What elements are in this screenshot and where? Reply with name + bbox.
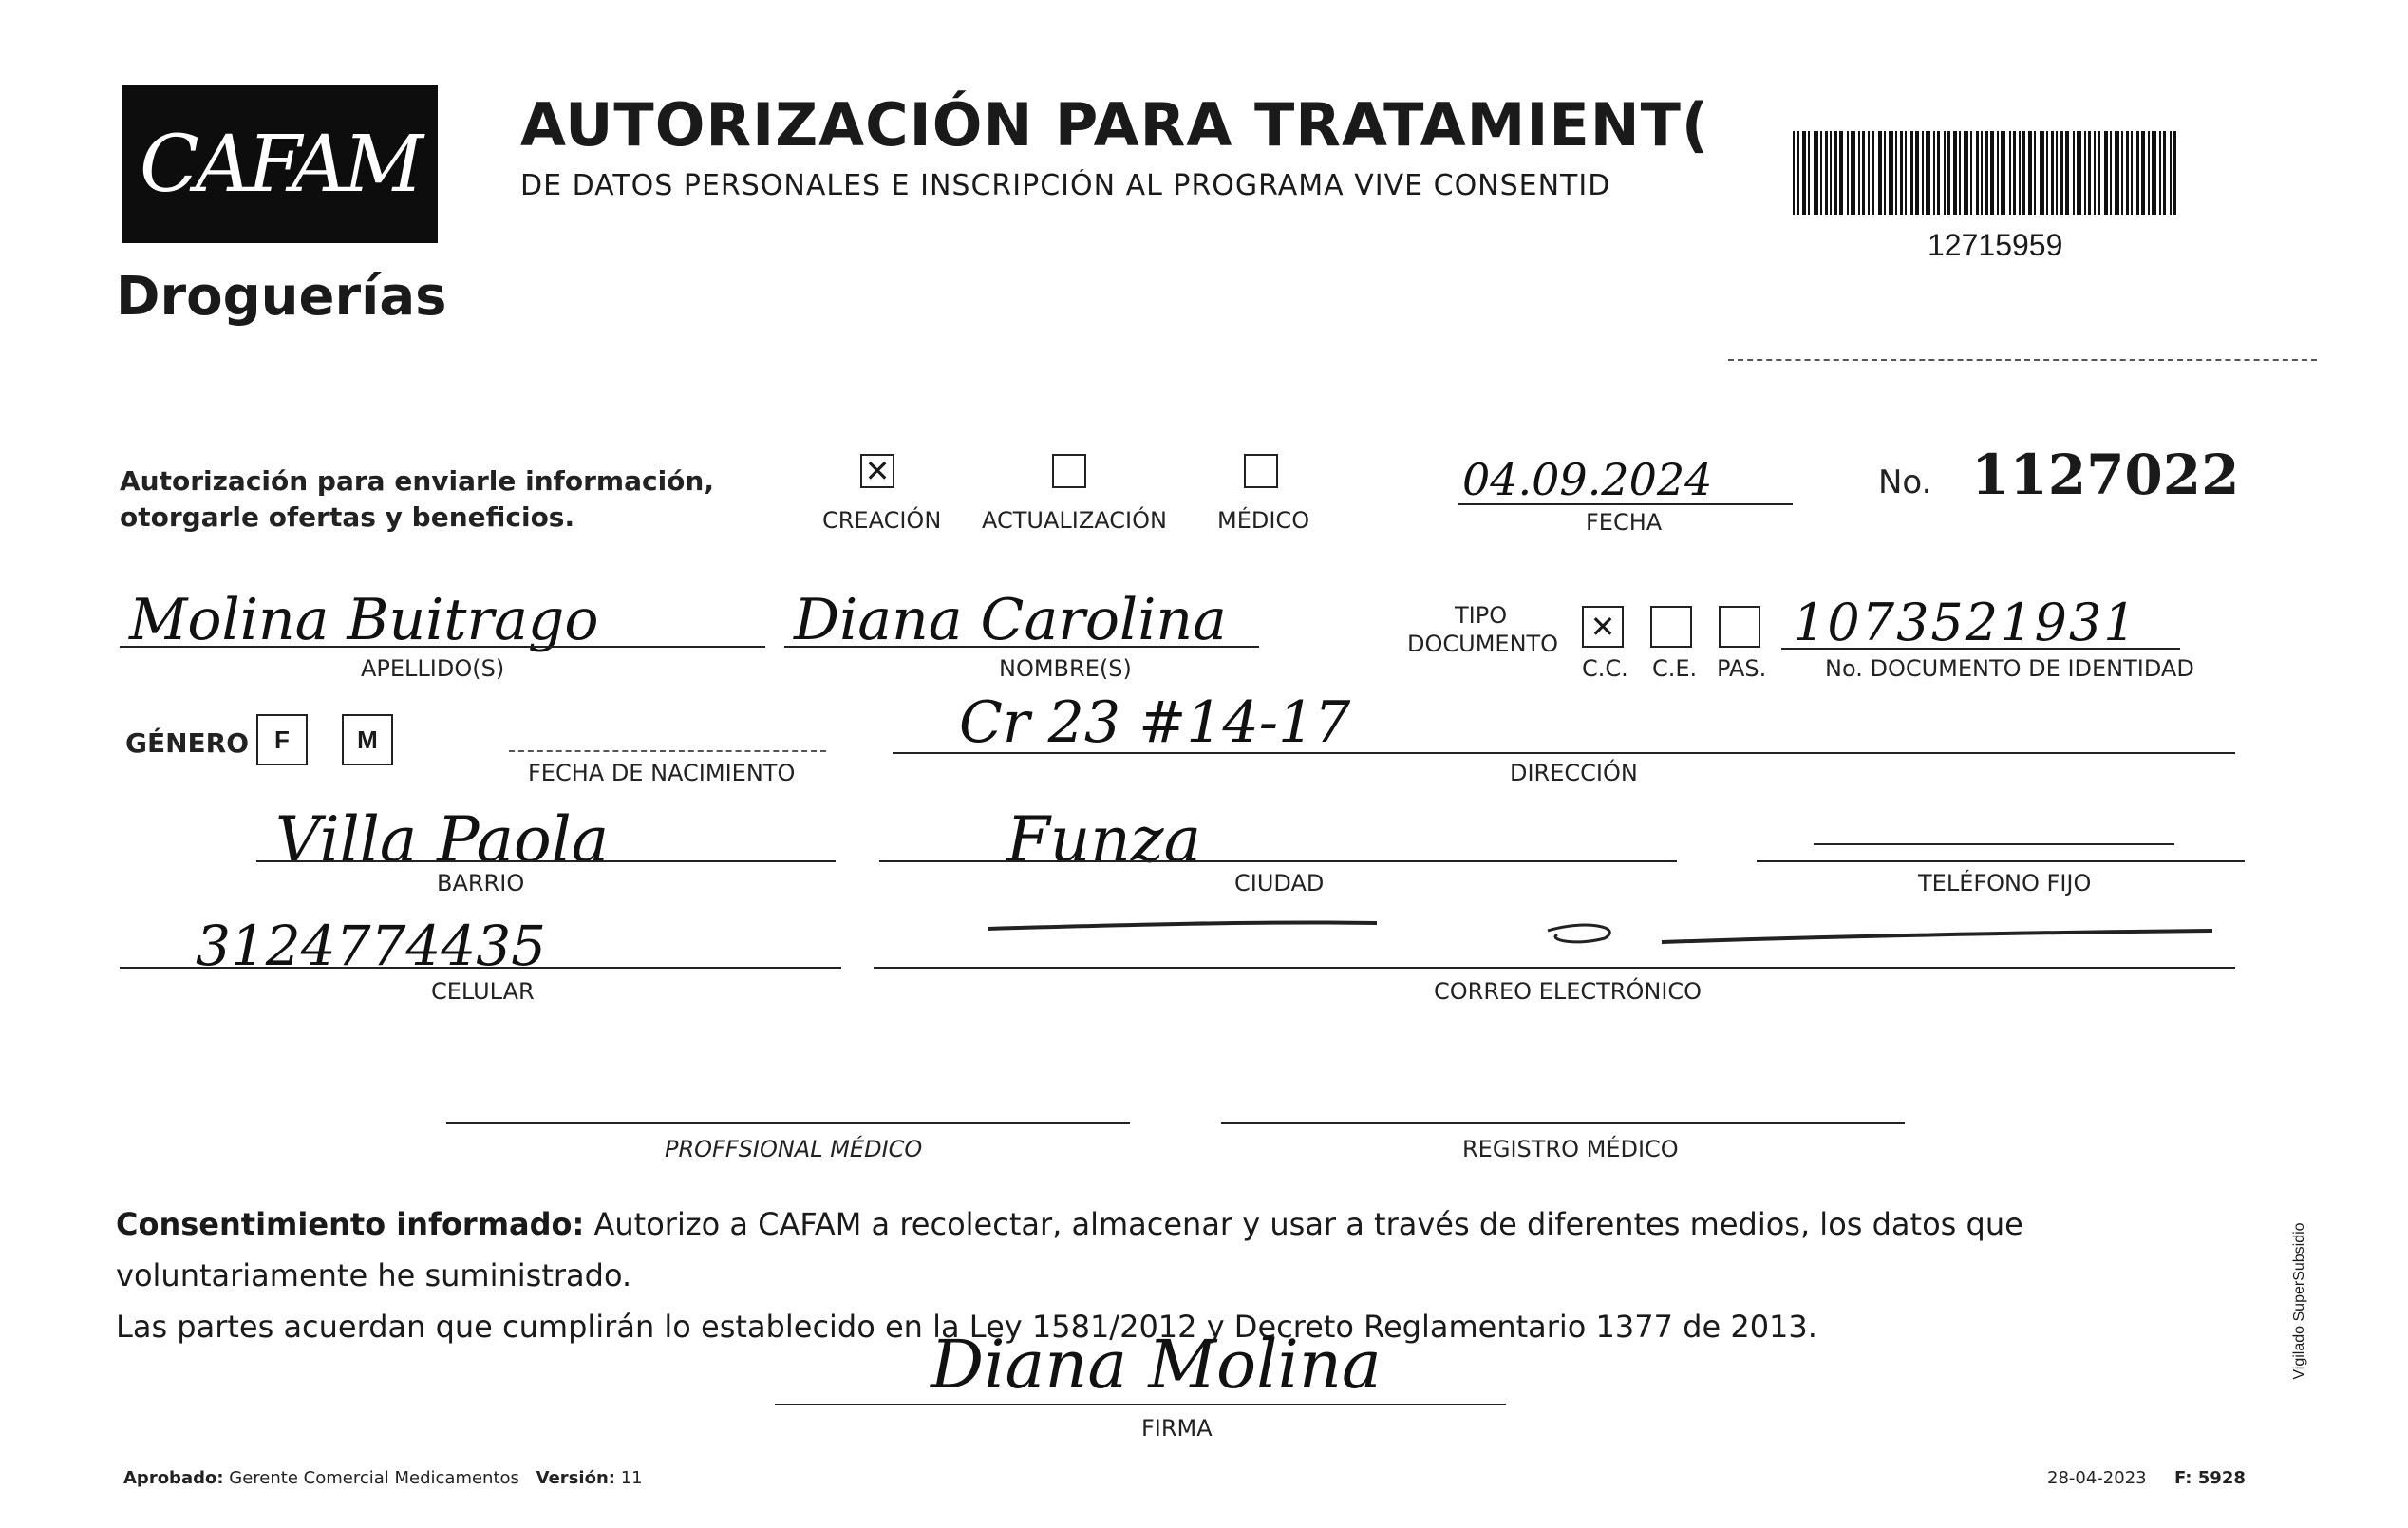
barcode-bar [1878,131,1882,215]
footer-code: F: 5928 [2174,1468,2246,1488]
profesional-label: PROFFSIONAL MÉDICO [665,1136,923,1162]
barcode-bar [1990,131,1994,215]
barcode-bar [2019,131,2021,215]
apellidos-line [120,646,765,648]
barcode-bar [1802,131,1806,215]
barcode-bar [2136,131,2139,215]
barrio-label: BARRIO [437,870,525,896]
barcode-bar [2110,131,2112,215]
direccion-label: DIRECCIÓN [1510,760,1638,786]
creacion-checkbox[interactable]: ✕ [860,454,894,488]
telefono-line [1757,860,2245,862]
barcode-bar [2148,131,2150,215]
consent-heading: Consentimiento informado: [116,1206,585,1242]
barcode-bar [2126,131,2129,215]
barcode-bar [2065,131,2069,215]
fecha-line [1458,503,1793,505]
fecha-value[interactable]: 04.09.2024 [1462,454,1713,505]
barcode-bar [2104,131,2108,215]
ciudad-value[interactable]: Funza [1006,803,1201,877]
telefono-label: TELÉFONO FIJO [1918,870,2092,896]
pas-label: PAS. [1717,655,1767,682]
barcode-bar [2051,131,2054,215]
barcode-bar [1937,131,1940,215]
nombres-label: NOMBRE(S) [999,655,1132,682]
celular-label: CELULAR [431,978,535,1005]
barcode-bar [2046,131,2048,215]
genero-label: GÉNERO [125,727,250,759]
barcode-bar [1985,131,1988,215]
barcode-bar [2115,131,2119,215]
barcode-bar [2077,131,2081,215]
barcode-bar [1953,131,1957,215]
fecha-nac-line [509,750,826,752]
barcode-bar [1895,131,1897,215]
form-number: 1127022 [1971,443,2240,507]
correo-line [874,967,2235,969]
barcode-bar [2094,131,2096,215]
barrio-value[interactable]: Villa Paola [275,803,610,877]
logo-text: CAFAM [140,119,420,210]
apellidos-label: APELLIDO(S) [361,655,505,682]
barcode-bar [1915,131,1919,215]
signature-value[interactable]: Diana Molina [931,1326,1382,1404]
barcode-bar [1862,131,1865,215]
barcode-bar [2152,131,2156,215]
medico-checkbox[interactable] [1244,454,1278,488]
barcode-bar [1834,131,1837,215]
auth-text-line2: otorgarle ofertas y beneficios. [120,501,575,533]
barcode-bar [2159,131,2161,215]
barcode-bar [1820,131,1822,215]
barcode-bar [2022,131,2025,215]
vigilado-text: Vigilado SuperSubsidio [2291,1222,2307,1380]
version-label: Versión: [536,1468,615,1488]
barcode-bar [1947,131,1950,215]
registro-line [1221,1122,1905,1124]
ciudad-line [879,860,1677,862]
barcode-bar [1884,131,1886,215]
barcode-bar [1793,131,1795,215]
documento-label: DOCUMENTO [1407,631,1559,657]
apellidos-value[interactable]: Molina Buitrago [129,587,599,653]
correo-scribble [978,912,2231,959]
signature-line [775,1404,1506,1405]
barcode-bar [1808,131,1810,215]
documento-value[interactable]: 1073521931 [1793,593,2138,652]
consent-text-2: Las partes acuerdan que cumplirán lo establecido en la Ley 1581/2012 y Decreto Reglamentario 1377 de 2013. [116,1309,1817,1345]
barcode-bar [1933,131,1935,215]
barcode-bar [2060,131,2063,215]
cc-checkbox[interactable]: ✕ [1582,606,1624,648]
documento-id-label: No. DOCUMENTO DE IDENTIDAD [1825,655,2194,682]
barcode-bar [2001,131,2005,215]
barcode-bar [2163,131,2166,215]
direccion-value[interactable]: Cr 23 #14-17 [959,689,1351,756]
barcode-bar [1851,131,1855,215]
barcode-bar [1970,131,1972,215]
barcode-bar [1981,131,1983,215]
barcode-bar [1959,131,1961,215]
tipo-label: TIPO [1455,602,1508,629]
actualizacion-label: ACTUALIZACIÓN [982,507,1167,534]
signature-label: FIRMA [1141,1415,1213,1442]
barcode-bar [2170,131,2172,215]
barcode-bar [1889,131,1893,215]
aprobado-value: Gerente Comercial Medicamentos [229,1468,519,1488]
creacion-label: CREACIÓN [822,507,942,534]
barcode-bar [1944,131,1946,215]
barcode-bar [1976,131,1979,215]
fecha-label: FECHA [1586,509,1663,536]
barcode-bar [1830,131,1832,215]
cc-label: C.C. [1582,655,1628,682]
barcode-bar [1797,131,1799,215]
barcode-bar [1825,131,1828,215]
celular-line [120,967,841,969]
barcode-bar [1814,131,1818,215]
fecha-nacimiento-label: FECHA DE NACIMIENTO [528,760,796,786]
medico-label: MÉDICO [1217,507,1310,534]
header-dashed-line [1728,359,2317,361]
barcode-bar [1900,131,1903,215]
footer-date: 28-04-2023 [2047,1468,2147,1488]
barcode-bar [1997,131,1999,215]
barcode-bar [1964,131,1968,215]
barcode-bar [2028,131,2032,215]
correo-label: CORREO ELECTRÓNICO [1434,978,1703,1005]
barcode-bar [1905,131,1907,215]
barcode-bar [2013,131,2016,215]
nombres-value[interactable]: Diana Carolina [794,587,1227,653]
barcode-bar [2056,131,2058,215]
registro-label: REGISTRO MÉDICO [1462,1136,1679,1162]
barcode-bar [2131,131,2133,215]
telefono-scribble [1814,843,2174,845]
barcode-bar [1922,131,1924,215]
cafam-logo [122,85,438,243]
barcode-bar [1847,131,1849,215]
barcode-bar [2034,131,2036,215]
barcode-bar [2084,131,2086,215]
barcode [1791,131,2178,215]
barcode-number: 12715959 [1928,228,2063,262]
barcode-bar [2040,131,2044,215]
barcode-bar [1926,131,1930,215]
ce-checkbox[interactable] [1650,606,1692,648]
barcode-bar [1858,131,1860,215]
barcode-bar [2009,131,2011,215]
footer-left [123,1468,643,1488]
form-title: AUTORIZACIÓN PARA TRATAMIENT( [520,90,1710,160]
genero-f-box[interactable]: F [256,714,308,765]
barcode-bar [2088,131,2091,215]
nombres-line [784,646,1259,648]
barrio-line [256,860,836,862]
direccion-line [893,752,2235,754]
logo-subtitle: Droguerías [116,266,447,328]
barcode-bar [2121,131,2123,215]
barcode-bar [1910,131,1913,215]
barcode-bar [2073,131,2075,215]
barcode-bar [1839,131,1843,215]
celular-value[interactable]: 3124774435 [196,914,547,978]
barcode-bar [2141,131,2145,215]
version-value: 11 [620,1468,643,1488]
pas-checkbox[interactable] [1719,606,1760,648]
profesional-line [446,1122,1130,1124]
actualizacion-checkbox[interactable] [1052,454,1086,488]
form-subtitle: DE DATOS PERSONALES E INSCRIPCIÓN AL PROGRAMA VIVE CONSENTID [520,169,1611,202]
number-prefix: No. [1878,463,1932,501]
consent-text-1: Autorizo a CAFAM a recolectar, almacenar y usar a través de diferentes medios, los datos que voluntariamente he suministrado. [116,1206,2023,1293]
ciudad-label: CIUDAD [1234,870,1325,896]
genero-m-box[interactable]: M [342,714,393,765]
side-vertical-text [2279,1197,2317,1405]
barcode-bar [2098,131,2100,215]
documento-line [1781,648,2180,650]
barcode-bar [1872,131,1874,215]
aprobado-label: Aprobado: [123,1468,224,1488]
barcode-bar [1868,131,1870,215]
ce-label: C.E. [1652,655,1698,682]
barcode-bar [2173,131,2176,215]
auth-text-line1: Autorización para enviarle información, [120,465,714,497]
